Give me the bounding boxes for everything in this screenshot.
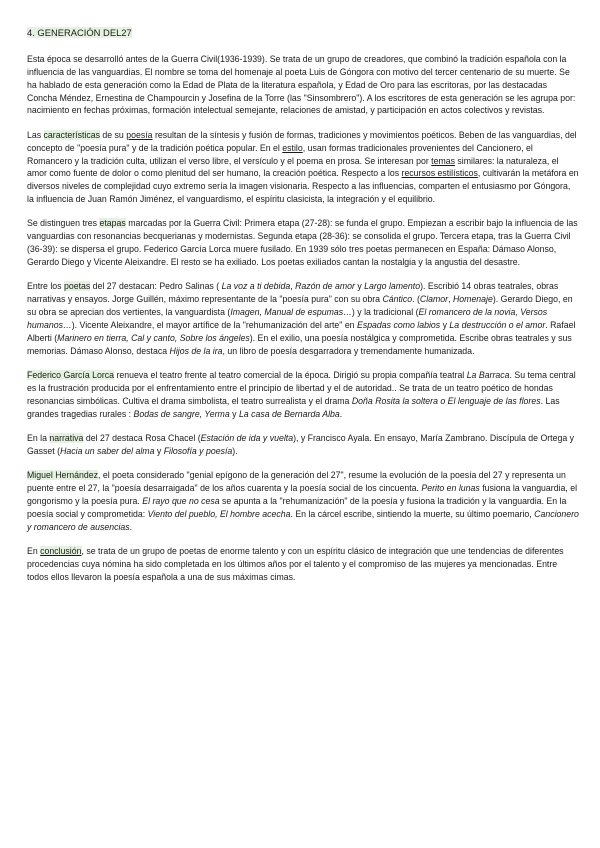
document-page — [27, 27, 579, 595]
section-heading — [27, 27, 579, 39]
lorca-paragraph: Federico García Lorca renueva el teatro frente al teatro comercial de la época. Dirigió su propia compañía teatral La Barraca. Su tema central es la frustración producida por el enfrentamiento entre el principio de libertad y el de autoridad.. Se trata de un teatro poético de hondas resonancias simbólicas. Cultiva el drama simbolista, el teatro surrealista y el drama Doña Rosita la soltera o El lenguaje de las flores. Las grandes tragedias rurales : Bodas de sangre, Yerma y La casa de Bernarda Alba. — [27, 370, 576, 419]
stages-paragraph: Se distinguen tres etapas marcadas por la Guerra Civil: Primera etapa (27-28): se funda el grupo. Empiezan a escribir bajo la influencia de las vanguardias con resonancias becquerianas y modernistas. Segunda etapa (28-36): se consolida el grupo. Tercera etapa, tras la Guerra Civil (36-39): se dispersa el grupo. Federico García Lorca muere fusilado. En 1939 sólo tres poetas permanecen en España: Dámaso Alonso, Gerardo Diego y Vicente Aleixandre. El resto se ha exiliado. Los poetas exiliados cantan la nostalgia y la angustia del desastre. — [27, 218, 578, 267]
keyword-conclusion: conclusión — [40, 546, 82, 557]
keyword-temas: temas — [431, 155, 455, 166]
keyword-narrativa: narrativa — [49, 433, 84, 444]
narrative-paragraph: En la narrativa del 27 destaca Rosa Chacel (Estación de ida y vuelta), y Francisco Ayala. En ensayo, María Zambrano. Discípula de Ortega y Gasset (Hacia un saber del alma y Filosofía y poesía). — [27, 433, 575, 456]
conclusion-paragraph: En conclusión, se trata de un grupo de poetas de enorme talento y con un espíritu clásico de integración que une tendencias de diferentes procedencias cuya nómina ha sido completada en los últimos años por el talento y el compromiso de las mujeres ya mencionadas. Entre todos ellos llevaron la poesía española a una de sus máximas cimas. — [27, 546, 564, 582]
keyword-lorca: Federico García Lorca — [27, 370, 115, 381]
intro-paragraph: Esta época se desarrolló antes de la Guerra Civil(1936-1939). Se trata de un grupo de creadores, que combinó la tradición española con la influencia de las vanguardias. El nombre se toma del homenaje al poeta Luis de Góngora con motivo del tercer centenario de su muerte. Se ha hablado de esta generación como la Edad de Plata de la literatura española, y Edad de Oro para las escritoras, por las destacadas Concha Méndez, Ernestina de Champourcin y Josefina de la Torre (las "Sinsombrero"). A los escritores de esta generación se les agrupa por: nacimiento en fechas próximas, formación intelectual semejante, relaciones de amistad, y participación en actos colectivos y revistas. — [27, 54, 576, 116]
poets-paragraph: Entre los poetas del 27 destacan: Pedro Salinas ( La voz a ti debida, Razón de amor y Largo lamento). Escribió 14 obras teatrales, obras narrativas y ensayos. Jorge Guillén, máximo representante de la "poesía pura" con su obra Cántico. (Clamor, Homenaje). Gerardo Diego, en su obra se aprecian dos vertientes, la vanguardista (Imagen, Manual de espumas…) y la tradicional (El romancero de la novia, Versos humanos…). Vicente Aleixandre, el mayor artífice de la "rehumanización del arte" en Espadas como labios y La destrucción o el amor. Rafael Alberti (Marinero en tierra, Cal y canto, Sobre los ángeles). En el exilio, una poesía nostálgica y comprometida. Escribe obras teatrales y sus memorias. Dámaso Alonso, destaca Hijos de la ira, un libro de poesía desgarradora y tremendamente humanizada. — [27, 281, 576, 356]
keyword-recursos: recursos estilísticos — [401, 168, 478, 179]
heading-text: 4. GENERACIÓN DEL27 — [27, 27, 132, 38]
keyword-hernandez: Miguel Hernández — [27, 470, 99, 481]
hernandez-paragraph: Miguel Hernández, el poeta considerado "genial epígono de la generación del 27", resume la evolución de la poesía del 27 y representa un puente entre el 27, la "poesía desarraigada" de los años cuarenta y la poesía social de los cincuenta. Perito en lunas fusiona la vanguardia, el gongorismo y la poesía pura. El rayo que no cesa se apunta a la "rehumanización" de la poesía y fusiona la tradición y la vanguardia. En la poesía social y comprometida: Viento del pueblo, El hombre acecha. En la cárcel escribe, sintiendo la muerte, su último poemario, Cancionero y romancero de ausencias. — [27, 470, 579, 532]
keyword-etapas: etapas — [99, 218, 126, 229]
characteristics-paragraph: Las características de su poesía resultan de la síntesis y fusión de formas, tradiciones y movimientos poéticos. Beben de las vanguardias, del concepto de "poesía pura" y de la tradición poética popular. En el estilo, usan formas tradicionales provenientes del Cancionero, el Romancero y la tradición culta, utilizan el verso libre, el versículo y el poema en prosa. Se interesan por temas similares: la naturaleza, el amor como fuente de dolor o como plenitud del ser humano, la creación poética. Respecto a los recursos estilísticos, cultivarán la metáfora en diversos niveles de complejidad cuyo extremo sería la imagen visionaria. Respecto a las influencias, comparten el entusiasmo por Góngora, la influencia de Juan Ramón Jiménez, el vanguardismo, el espíritu clasicista, la integración y el equilibrio. — [27, 129, 579, 205]
keyword-estilo: estilo — [282, 142, 303, 153]
keyword-poetas: poetas — [63, 281, 91, 292]
keyword-caracteristicas: características — [43, 129, 100, 140]
keyword-poesia: poesía — [126, 129, 153, 140]
